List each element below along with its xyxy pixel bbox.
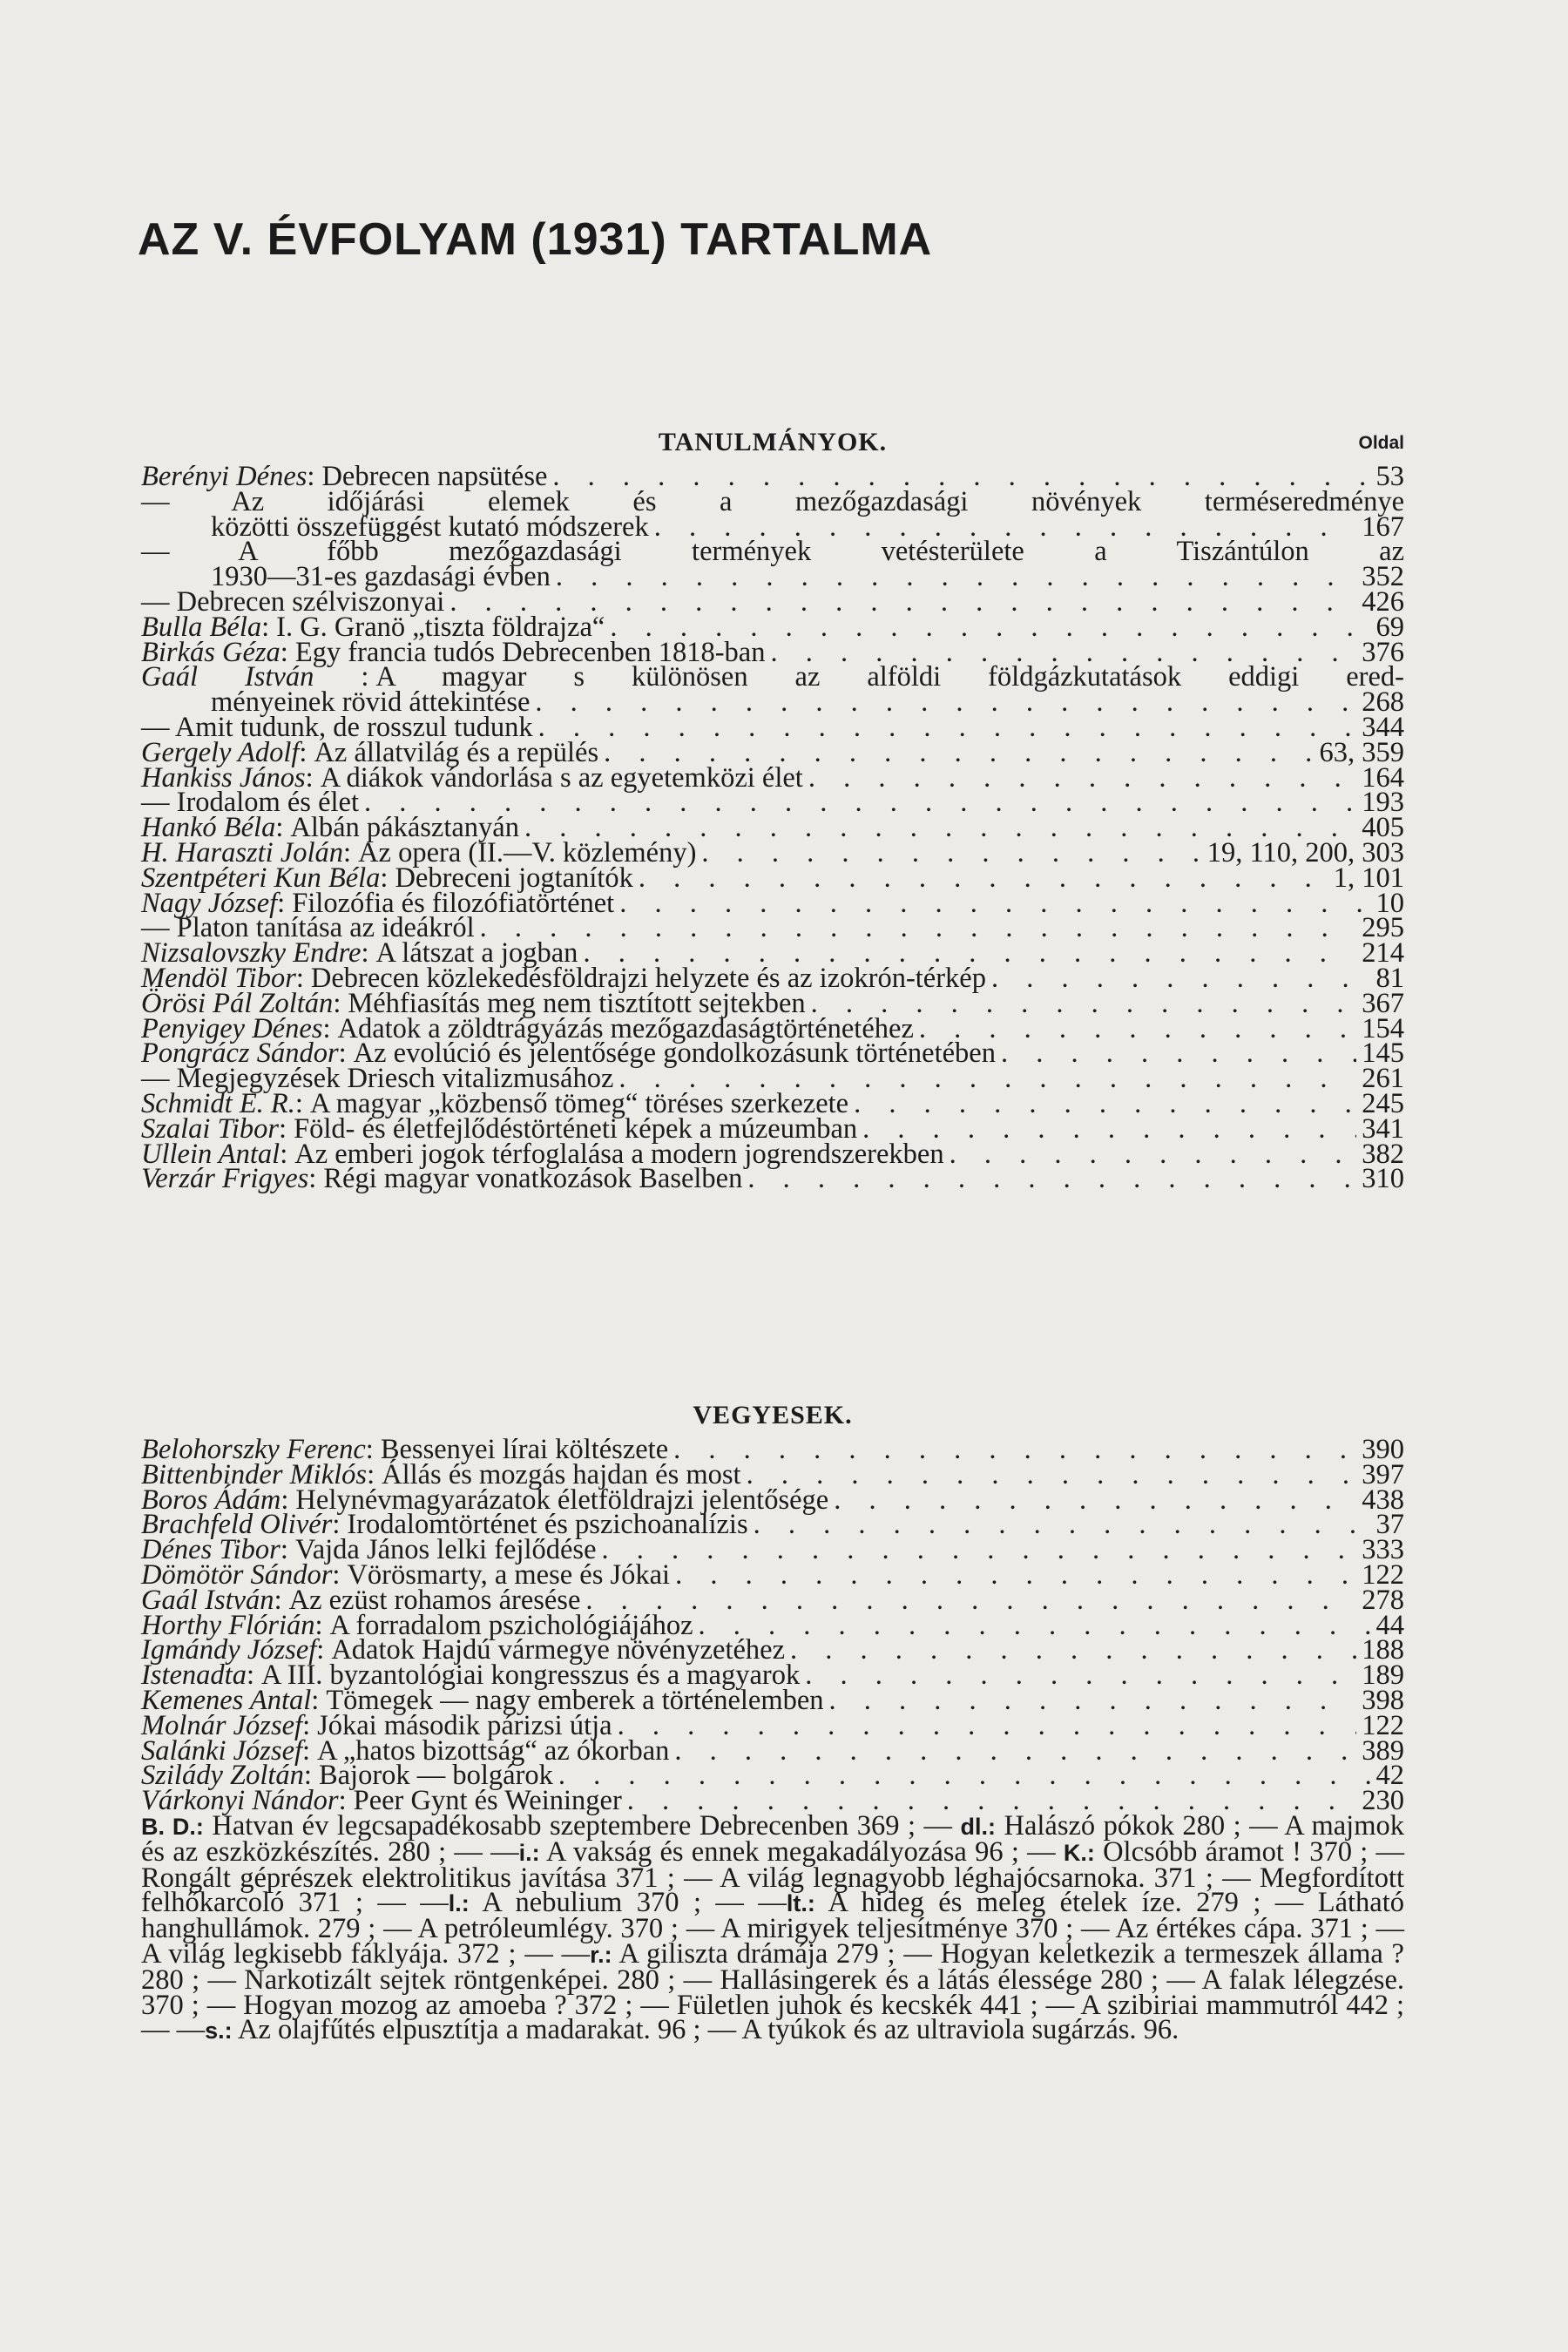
entry-author: Birkás Géza: [141, 636, 280, 668]
entry-author: Szentpéteri Kun Béla: [141, 862, 381, 894]
entry-separator: :: [246, 1659, 254, 1692]
entry-title: A magyar s különösen az alföldi földgázkutatások eddigi ered-: [375, 661, 1404, 693]
misc-abbrev: B. D.:: [141, 1813, 204, 1840]
entry-author: Molnár József: [141, 1709, 303, 1741]
entry-title: Debreceni jogtanítók: [395, 862, 633, 894]
entry-pages: 122: [1362, 1709, 1404, 1741]
entry-pages: 333: [1362, 1534, 1404, 1566]
entry-separator: :: [332, 1509, 341, 1541]
entry-separator: :: [275, 812, 284, 844]
entry-separator: :: [294, 1087, 303, 1119]
entry-separator: :: [305, 761, 314, 794]
dot-leader: [602, 1538, 1357, 1563]
entry-title: — Az időjárási elemek és a mezőgazdasági növények terméseredménye: [141, 485, 1404, 517]
entry-author: Penyigey Dénes: [141, 1012, 323, 1044]
dot-leader: [556, 564, 1356, 590]
entry-pages: 53: [1375, 461, 1404, 492]
entry-author: Gergely Adolf: [141, 736, 300, 768]
dot-leader: [790, 1638, 1356, 1663]
entry-title: Tömegek — nagy emberek a történelemben: [326, 1684, 824, 1716]
entry-author: Gaál István: [141, 661, 314, 693]
entry-title: — Debrecen szélviszonyai: [141, 585, 445, 618]
dot-leader: [829, 1688, 1357, 1713]
entry-author: Boros Ádám: [141, 1484, 281, 1516]
entry-separator: :: [322, 1012, 331, 1044]
dot-leader: [808, 766, 1356, 791]
entry-separator: :: [280, 1534, 288, 1566]
section-tanulmanyok: [141, 421, 1404, 1195]
entry-title: Az ezüst rohamos áresése: [288, 1584, 581, 1616]
dot-leader: [619, 891, 1370, 916]
toc-entry: [141, 661, 1404, 719]
entry-pages: 189: [1362, 1659, 1404, 1692]
entry-title: Bessenyei lírai költészete: [380, 1434, 669, 1465]
entry-pages: 389: [1362, 1734, 1404, 1767]
dot-leader: [747, 1166, 1356, 1192]
entry-author: Schmidt E. R.: [141, 1087, 295, 1119]
toc-entry: [141, 1163, 1404, 1195]
entry-title: Az evolúció és jelentősége gondolkozásunk történetében: [353, 1037, 996, 1070]
entry-separator: :: [361, 937, 369, 970]
entry-title: 1930—31-es gazdasági évben: [211, 561, 551, 593]
entry-separator: :: [365, 1434, 374, 1465]
entry-author: Bulla Béla: [141, 611, 262, 643]
entry-separator: :: [314, 661, 369, 693]
dot-leader: [639, 866, 1328, 891]
entry-title: Méhfiasítás meg nem tisztított sejtekben: [348, 987, 806, 1019]
entry-pages: 367: [1362, 987, 1404, 1019]
misc-abbrev: dl.:: [960, 1813, 996, 1840]
dot-leader: [754, 1512, 1371, 1538]
entry-title: — Irodalom és élet: [141, 787, 359, 819]
entry-separator: :: [314, 1609, 323, 1641]
entry-title: Egy francia tudós Debrecenben 1818-ban: [294, 636, 766, 668]
entry-pages: 44: [1375, 1609, 1404, 1641]
entry-author: Kemenes Antal: [141, 1684, 312, 1716]
entry-pages: 438: [1362, 1484, 1404, 1516]
misc-text: A giliszta drámája 279 ; — Hogyan keletkezik a termeszek állama ? 280 ; — Narkotizált sejtek röntgenképei. 280 ; — Hallásingerek és a látás élessége 280 ; — A falak lélegzése. 370 ; — Hogyan mozog az amoeba ? 372 ; — Fületlen juhok és kecskék 441 ; — A szibiriai mammutról 442 ; — —: [141, 1937, 1404, 2046]
dot-leader: [480, 916, 1357, 941]
entry-pages: 390: [1362, 1434, 1404, 1465]
entry-pages: 397: [1362, 1458, 1404, 1490]
section-title-tanulmanyok: TANULMÁNYOK.: [658, 428, 888, 456]
entry-title: Állás és mozgás hajdan és most: [382, 1458, 741, 1490]
dot-leader: [699, 1613, 1371, 1639]
entry-pages: 167: [1362, 510, 1404, 543]
entry-pages: 245: [1362, 1087, 1404, 1119]
entry-separator: :: [279, 1112, 287, 1145]
entry-separator: :: [343, 836, 352, 868]
entry-author: Hankó Béla: [141, 812, 276, 844]
entry-title: Bajorok — bolgárok: [318, 1760, 553, 1792]
entry-author: Berényi Dénes: [141, 461, 308, 492]
entry-author: Mendöl Tibor: [141, 962, 296, 994]
entry-title: Debrecen közlekedésföldrajzi helyzete és az izokrón-térkép: [310, 962, 986, 994]
dot-leader: [834, 1488, 1356, 1513]
entry-separator: :: [338, 1785, 347, 1817]
entry-pages: 214: [1362, 937, 1404, 970]
entry-pages: 230: [1362, 1785, 1404, 1817]
misc-text: A nebulium 370 ; — —: [469, 1887, 787, 1919]
entry-title: Vörösmarty, a mese és Jókai: [347, 1558, 671, 1591]
entry-separator: :: [307, 461, 315, 492]
dot-leader: [675, 1563, 1356, 1588]
entry-separator: :: [333, 987, 341, 1019]
entry-pages: 405: [1362, 812, 1404, 844]
entry-author: Nizsalovszky Endre: [141, 937, 362, 970]
entry-author: Bittenbinder Miklós: [141, 1458, 368, 1490]
entry-separator: :: [338, 1037, 347, 1070]
entry-pages: 295: [1362, 912, 1404, 944]
entry-pages: 344: [1362, 711, 1404, 743]
section-vegyesek: [141, 1394, 1404, 2044]
misc-text: Hatvan év legcsapadékosabb szeptembere Debrecenben 369 ; —: [203, 1809, 961, 1842]
entry-pages: 398: [1362, 1684, 1404, 1716]
entry-author: Ullein Antal: [141, 1138, 280, 1170]
entry-separator: :: [311, 1684, 320, 1716]
entry-separator: :: [380, 862, 389, 894]
entry-author: Szalai Tibor: [141, 1112, 280, 1145]
entry-title: Föld- és életfejlődéstörténeti képek a múzeumban: [294, 1112, 858, 1145]
misc-paragraph: [141, 1809, 1404, 2046]
entry-author: Pongrácz Sándor: [141, 1037, 339, 1070]
dot-leader: [950, 1142, 1357, 1167]
dot-leader: [805, 1663, 1356, 1688]
entry-title: A III. byzantológiai kongresszus és a magyarok: [261, 1659, 801, 1692]
dot-leader: [854, 1092, 1356, 1117]
entry-pages: 81: [1375, 962, 1404, 994]
entry-title: Adatok a zöldtrágyázás mezőgazdaságtörténetéhez: [337, 1012, 914, 1044]
entry-pages: 37: [1375, 1509, 1404, 1541]
dot-leader: [991, 966, 1371, 991]
entry-separator: :: [316, 1634, 325, 1666]
entry-title: Helynévmagyarázatok életföldrajzi jelentősége: [295, 1484, 829, 1516]
section-header: [141, 421, 1404, 464]
dot-leader: [747, 1463, 1357, 1488]
tanulmanyok-list: [141, 461, 1404, 1195]
entry-separator: :: [280, 1138, 288, 1170]
entry-separator: :: [295, 962, 304, 994]
entry-title: A magyar „közbenső tömeg“ töréses szerkezete: [309, 1087, 849, 1119]
entry-title: Az állatvilág és a repülés: [314, 736, 599, 768]
misc-text: Olcsóbb áramot ! 370 ; — Rongált géprészek elektrolitikus javítása 371 ; — A világ legnagyobb léghajócsarnoka. 371 ; — Megfordított felhőkarcoló 371 ; — —: [141, 1835, 1404, 1919]
entry-pages: 261: [1362, 1063, 1404, 1095]
misc-abbrev: l.:: [448, 1890, 470, 1917]
entry-pages: 188: [1362, 1634, 1404, 1666]
entry-title: Régi magyar vonatkozások Baselben: [323, 1163, 743, 1195]
entry-separator: :: [280, 636, 288, 668]
misc-text: A hideg és meleg ételek íze. 279 ; — Látható hanghullámok. 279 ; — A petróleumlégy. 370 ; — A mirigyek teljesítménye 370 ; — Az értékes cápa. 371 ; — A világ legkisebb fáklyája. 372 ; — —: [141, 1887, 1404, 1970]
entry-separator: :: [302, 1734, 311, 1767]
entry-pages: 352: [1362, 561, 1404, 593]
entry-pages: 145: [1362, 1037, 1404, 1070]
dot-leader: [674, 1739, 1356, 1764]
entry-title: Az opera (II.—V. közlemény): [358, 836, 697, 868]
page-title: AZ V. ÉVFOLYAM (1931) TARTALMA: [138, 214, 933, 265]
entry-author: Horthy Flórián: [141, 1609, 315, 1641]
section-title-vegyesek: VEGYESEK.: [693, 1401, 853, 1429]
dot-leader: [585, 1588, 1356, 1613]
entry-pages: 426: [1362, 585, 1404, 618]
entry-pages: 310: [1362, 1163, 1404, 1195]
entry-title: — A főbb mezőgazdasági termények vetésterülete a Tiszántúlon az: [141, 536, 1404, 568]
entry-title: Filozófia és filozófiatörténet: [292, 887, 615, 919]
section-header: [141, 1394, 1404, 1437]
page-column-label: Oldal: [1358, 433, 1404, 453]
entry-title: I. G. Granö „tiszta földrajza“: [276, 611, 605, 643]
entry-title: — Amit tudunk, de rosszul tudunk: [141, 711, 533, 743]
dot-leader: [701, 841, 1201, 866]
entry-pages: 268: [1362, 686, 1404, 719]
misc-abbrev: s.:: [205, 2017, 233, 2044]
entry-title: Irodalomtörténet és pszichoanalízis: [347, 1509, 748, 1541]
dot-leader: [673, 1437, 1356, 1463]
entry-separator: :: [302, 1709, 311, 1741]
entry-pages: 122: [1362, 1558, 1404, 1591]
entry-separator: :: [261, 611, 270, 643]
entry-pages: 19, 110, 200, 303: [1206, 836, 1404, 868]
entry-pages: 69: [1375, 611, 1404, 643]
entry-title: Debrecen napsütése: [321, 461, 548, 492]
entry-separator: :: [332, 1558, 341, 1591]
entry-pages: 1, 101: [1333, 862, 1404, 894]
entry-pages: 341: [1362, 1112, 1404, 1145]
entry-pages: 63, 359: [1319, 736, 1404, 768]
entry-author: Dömötör Sándor: [141, 1558, 333, 1591]
dot-leader: [1001, 1041, 1356, 1066]
entry-separator: :: [299, 736, 308, 768]
misc-abbrev: r.:: [590, 1941, 612, 1968]
misc-text: Halászó pókok 280 ; — A majmok és az eszközkészítés. 280 ; — —: [141, 1809, 1404, 1868]
entry-author: H. Haraszti Jolán: [141, 836, 344, 868]
dot-leader: [618, 1713, 1357, 1739]
entry-title: Jókai második párizsi útja: [317, 1709, 612, 1741]
entry-title: ményeinek rövid áttekintése: [211, 686, 531, 719]
entry-title: Vajda János lelki fejlődése: [294, 1534, 597, 1566]
entry-pages: 42: [1375, 1760, 1404, 1792]
dot-leader: [538, 715, 1357, 740]
entry-pages: 193: [1362, 787, 1404, 819]
dot-leader: [558, 1763, 1371, 1788]
entry-title: A diákok vándorlása s az egyetemközi élet: [320, 761, 803, 794]
toc-entry: [141, 485, 1404, 543]
entry-author: Hankiss János: [141, 761, 306, 794]
toc-entry: [141, 536, 1404, 593]
misc-abbrev: K.:: [1063, 1839, 1095, 1866]
entry-title: Peer Gynt és Weininger: [353, 1785, 622, 1817]
entry-title: A látszat a jogban: [375, 937, 578, 970]
entry-pages: 382: [1362, 1138, 1404, 1170]
entry-author: Istenadta: [141, 1659, 247, 1692]
entry-title: A „hatos bizottság“ az ókorban: [317, 1734, 670, 1767]
entry-separator: :: [303, 1760, 312, 1792]
misc-abbrev: i.:: [518, 1839, 540, 1866]
entry-author: Gaál István: [141, 1584, 274, 1616]
entry-author: Belohorszky Ferenc: [141, 1434, 366, 1465]
entry-author: Salánki József: [141, 1734, 303, 1767]
dot-leader: [535, 690, 1356, 715]
entry-author: Verzár Frigyes: [141, 1163, 309, 1195]
entry-title: Albán pákásztanyán: [290, 812, 519, 844]
entry-author: Várkonyi Nándor: [141, 1785, 339, 1817]
misc-text: Az olajfűtés elpusztítja a madarakat. 96 ; — A tyúkok és az ultraviola sugárzás. 96.: [232, 2014, 1179, 2046]
entry-title: A forradalom pszichológiájához: [329, 1609, 693, 1641]
entry-separator: :: [367, 1458, 375, 1490]
entry-author: Brachfeld Olivér: [141, 1509, 333, 1541]
misc-abbrev: lt.:: [786, 1890, 815, 1917]
entry-pages: 154: [1362, 1012, 1404, 1044]
entry-title: — Megjegyzések Driesch vitalizmusához: [141, 1063, 614, 1095]
entry-separator: :: [280, 1484, 289, 1516]
entry-title: közötti összefüggést kutató módszerek: [211, 510, 649, 543]
entry-author: Nagy József: [141, 887, 278, 919]
entry-author: Szilády Zoltán: [141, 1760, 304, 1792]
entry-separator: :: [277, 887, 286, 919]
entry-title: Adatok Hajdú vármegye növényzetéhez: [331, 1634, 785, 1666]
vegyesek-list: [141, 1434, 1404, 1817]
entry-separator: :: [274, 1584, 282, 1616]
entry-separator: :: [308, 1163, 317, 1195]
entry-author: Dénes Tibor: [141, 1534, 280, 1566]
entry-pages: 164: [1362, 761, 1404, 794]
misc-text: A vakság és ennek megakadályozása 96 ; —: [539, 1835, 1064, 1868]
entry-author: Örösi Pál Zoltán: [141, 987, 334, 1019]
entry-title: — Platon tanítása az ideákról: [141, 912, 475, 944]
entry-author: Igmándy József: [141, 1634, 317, 1666]
entry-pages: 10: [1375, 887, 1404, 919]
entry-pages: 376: [1362, 636, 1404, 668]
entry-title: Az emberi jogok térfoglalása a modern jogrendszerekben: [294, 1138, 944, 1170]
entry-pages: 278: [1362, 1584, 1404, 1616]
